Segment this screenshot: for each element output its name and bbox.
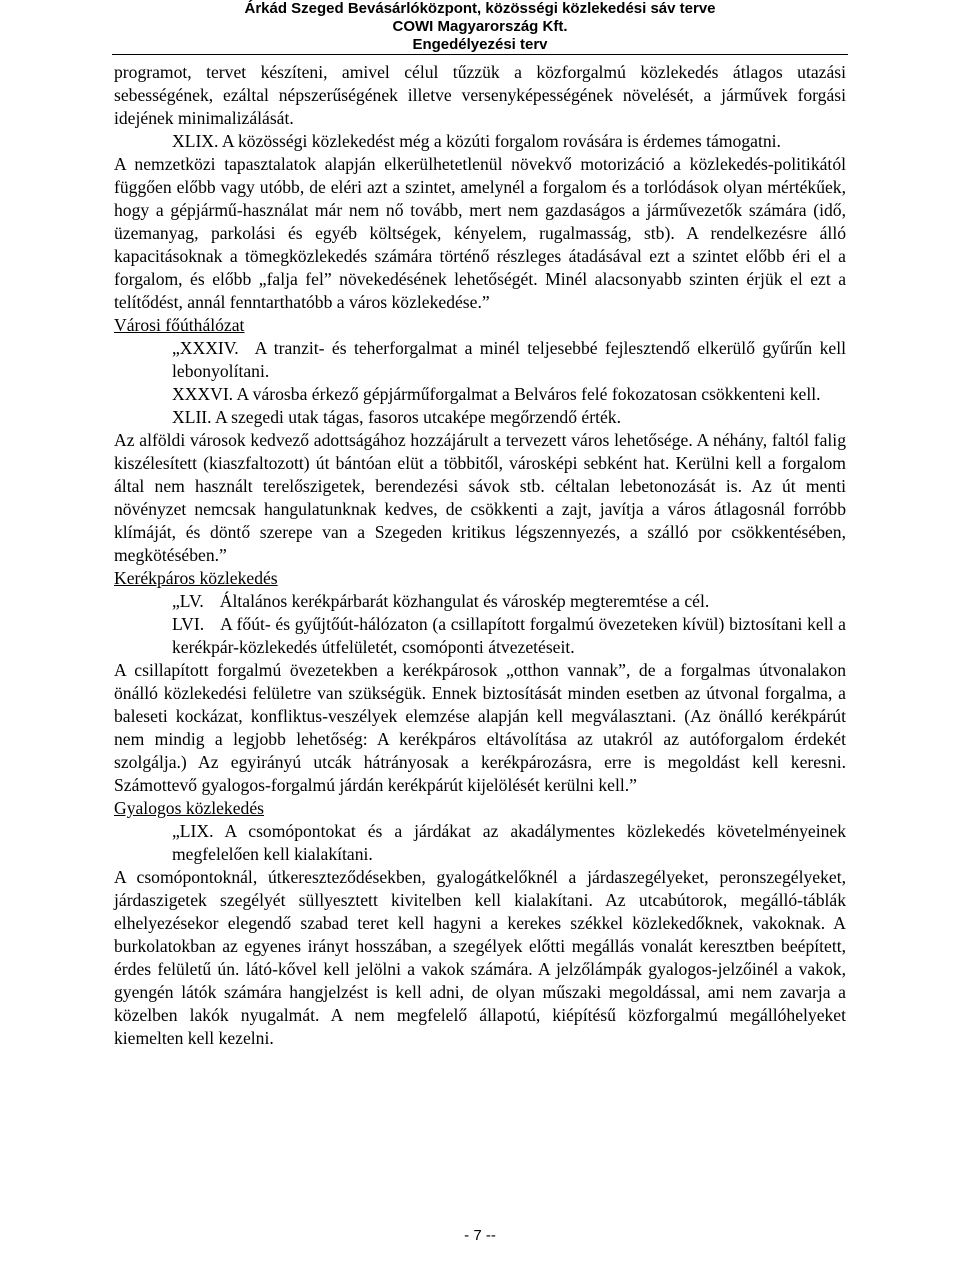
section-heading-main-road-network: Városi főúthálózat: [114, 315, 245, 335]
item-text: A városba érkező gépjárműforgalmat a Belváros felé fokozatosan csökkenteni kell.: [236, 384, 821, 404]
item-text: A főút- és gyűjtőút-hálózaton (a csillapított forgalmú övezeteken kívül) biztosítani kell a kerékpár-közlekedés útfelületét, csomóponti átvezetéseit.: [172, 614, 846, 657]
section-heading-pedestrian: Gyalogos közlekedés: [114, 798, 264, 818]
intro-paragraph: programot, tervet készíteni, amivel célul tűzzük a közforgalmú közlekedés átlagos utazási sebességének, ezáltal népszerűségének illetve versenyképességének növelését, a járművek forgási idejének minimalizálását.: [114, 62, 846, 128]
main-road-paragraph: Az alföldi városok kedvező adottságához hozzájárult a tervezett város lehetősége. A néhány, faltól falig kiszélesített (kiaszfaltozott) út bántóan elüt a többitől, városképi sebként hat. Kerülni kell a forgalom által nem használt terelőszigetek, berendezési sávok stb. céltalan lebetonozását is. Az út menti növényzet nemcsak hangulatunknak kedves, de csökkenti a zajt, javítja a város átlagosnál forróbb klímáját, és döntő szerepe van a Szegeden kritikus légszennyezés, a szálló por csökkentésében, megkötésében.”: [114, 430, 846, 565]
item-text: Általános kerékpárbarát közhangulat és városkép megteremtése a cél.: [219, 591, 710, 611]
list-item: [114, 820, 846, 866]
cycling-paragraph: A csillapított forgalmú övezetekben a kerékpárosok „otthon vannak”, de a forgalmas útvonalakon önálló közlekedési felületre van szükségük. Ennek biztosítását minden esetben az útvonal forgalma, a baleseti kockázat, konfliktus-veszélyek elemzése alapján kell megválasztani. (Az önálló kerékpárút nem mindig a legjobb lehetőség: A kerékpáros eltávolítása az utakról az autóforgalom érdekét szolgálja.) Az egyirányú utcák hátrányosak a kerékpározásra, erre is megoldást kell keresni. Számottevő gyalogos-forgalmú járdán kerékpárút kijelölését kerülni kell.”: [114, 660, 846, 795]
document-body: [114, 61, 846, 1050]
pedestrian-paragraph: A csomópontoknál, útkereszteződésekben, gyalogátkelőknél a járdaszegélyeket, peronszegélyeket, járdaszigetek szegélyét süllyesztett kivitelben kell kialakítani. Az utcabútorok, megálló-táblák elhelyezésekor elegendő szabad teret kell hagyni a kerekes székkel közlekedőknek, vakoknak. A burkolatokban az egyenes irányt hosszában, a szegélyek előtti megállás vonalát keresztben beépített, érdes felületű ún. látó-kővel kell jelölni a vakok számára. A jelzőlámpák gyalogos-jelzőinél a vakok, gyengén látók számára hangjelzést is kell adni, de olyan műszaki megoldással, ami nem zavarja a közelben lakók nyugalmát. A nem megfelelő állapotú, kiépítésű közforgalmú megállóhelyeket kiemelten kell kezelni.: [114, 867, 846, 1048]
international-experience-paragraph: A nemzetközi tapasztalatok alapján elkerülhetetlenül növekvő motorizáció a közlekedés-politikától függően előbb vagy utóbb, de eléri azt a szintet, amelynél a forgalom és a torlódások olyan mértékűek, hogy a gépjármű-használat már nem nő tovább, mert nem gazdaságos a járművezetők számára (idő, üzemanyag, parkolási és egyéb költségek, kényelem, rugalmasság, stb). A rendelkezésre álló kapacitásoknak a tömegközlekedés számára történő részleges átadásával ezt a szintet előbb éri el a forgalom, és előbb „falja fel” növekedésének lehetőségét. Minél alacsonyabb szinten érjük el ezt a telítődést, annál fenntarthatóbb a város közlekedése.”: [114, 154, 846, 312]
page-header: [112, 0, 848, 54]
xlix-statement: XLIX. A közösségi közlekedést még a közúti forgalom rovására is érdemes támogatni.: [172, 131, 781, 151]
item-text: A csomópontokat és a járdákat az akadálymentes közlekedés követelményeinek megfelelően kell kialakítani.: [172, 821, 846, 864]
list-item: [114, 613, 846, 659]
item-text: A tranzit- és teherforgalmat a minél teljesebbé fejlesztendő elkerülő gyűrűn kell lebonyolítani.: [172, 338, 846, 381]
item-code: „LV.: [172, 591, 204, 611]
item-code: XXXVI.: [172, 384, 234, 404]
page-number: - 7 --: [464, 1227, 496, 1244]
list-item: [114, 337, 846, 383]
item-code: „LIX.: [172, 821, 214, 841]
header-project-title: Árkád Szeged Bevásárlóközpont, közösségi közlekedési sáv terve: [244, 0, 716, 17]
list-item: [114, 406, 846, 429]
list-item: [114, 383, 846, 406]
list-item: [114, 590, 846, 613]
item-code: „XXXIV.: [172, 338, 239, 358]
header-company: COWI Magyarország Kft.: [392, 18, 568, 35]
section-heading-cycling: Kerékpáros közlekedés: [114, 568, 278, 588]
header-rule: [112, 54, 848, 55]
item-code: XLII.: [172, 407, 212, 427]
item-code: LVI.: [172, 614, 205, 634]
header-plan-type: Engedélyezési terv: [412, 36, 548, 53]
item-text: A szegedi utak tágas, fasoros utcaképe megőrzendő érték.: [215, 407, 621, 427]
